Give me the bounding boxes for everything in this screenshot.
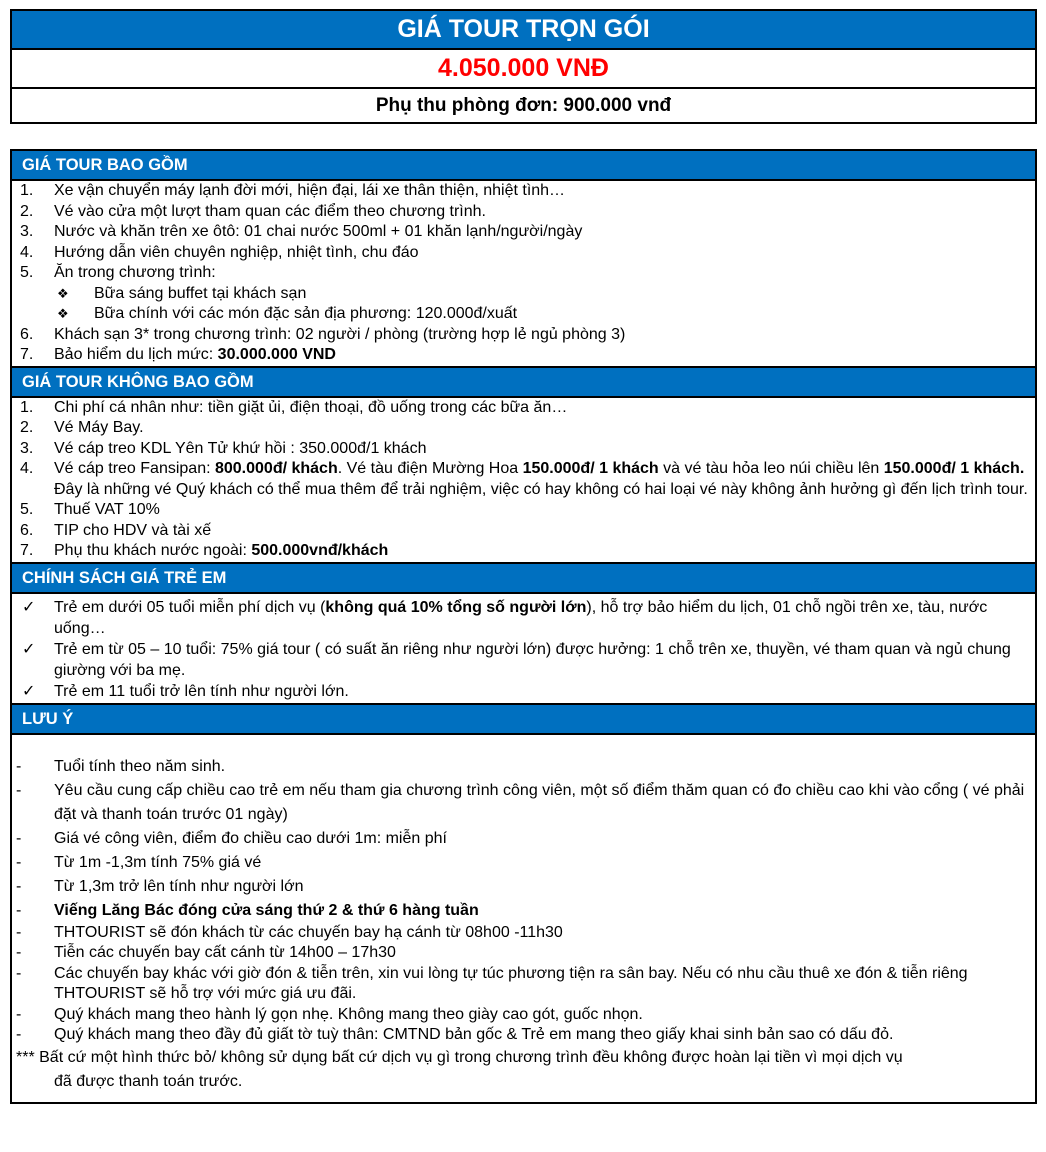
item-text-bold: Viếng Lăng Bác đóng cửa sáng thứ 2 & thứ 6 hàng tuần <box>54 901 479 919</box>
list-item <box>12 398 1035 419</box>
package-price-value: 4.050.000 VNĐ <box>12 50 1035 89</box>
dash-bullet: - <box>16 877 22 895</box>
list-item <box>12 899 1035 923</box>
item-text: Phụ thu khách nước ngoài: <box>54 542 252 559</box>
dash-bullet: - <box>16 1026 22 1043</box>
item-text: TIP cho HDV và tài xế <box>54 521 212 539</box>
item-text: . Vé tàu điện Mường Hoa <box>337 460 523 477</box>
list-item <box>12 639 1035 681</box>
item-number: 1. <box>20 398 34 416</box>
item-text: Vé vào cửa một lượt tham quan các điểm theo chương trình. <box>54 202 486 220</box>
list-item <box>12 263 1035 284</box>
item-text: Bảo hiểm du lịch mức: <box>54 346 218 363</box>
checkmark-icon: ✓ <box>22 682 36 700</box>
list-item <box>12 325 1035 346</box>
item-text: Các chuyến bay khác với giờ đón & tiễn trên, xin vui lòng tự túc phương tiện ra sân bay. Nếu có nhu cầu thuê xe đón & tiễn riêng THTOURIST sẽ hỗ trợ với mức giá ưu đãi. <box>54 964 968 1002</box>
item-number: 5. <box>20 501 34 518</box>
item-text: Quý khách mang theo hành lý gọn nhẹ. Không mang theo giày cao gót, guốc nhọn. <box>54 1005 643 1023</box>
refund-footnote <box>12 1046 1035 1094</box>
price-box <box>10 9 1037 124</box>
insurance-amount: 30.000.000 VND <box>217 346 336 363</box>
list-item <box>12 755 1035 779</box>
list-item <box>12 541 1035 562</box>
footnote-continuation: đã được thanh toán trước. <box>54 1072 243 1090</box>
list-item <box>12 181 1035 202</box>
list-item <box>12 243 1035 264</box>
list-item <box>12 459 1035 500</box>
list-item <box>12 827 1035 851</box>
dash-bullet: - <box>16 923 22 941</box>
item-number: 7. <box>20 346 34 363</box>
children-policy-list <box>12 594 1035 705</box>
list-subitem <box>12 304 1035 325</box>
list-item <box>12 851 1035 875</box>
dash-bullet: - <box>16 901 22 919</box>
list-item <box>12 964 1035 1005</box>
list-item <box>12 521 1035 542</box>
item-text: Vé cáp treo Fansipan: <box>54 460 215 477</box>
item-number: 3. <box>20 439 34 457</box>
checkmark-icon: ✓ <box>22 598 36 616</box>
included-heading: GIÁ TOUR BAO GỒM <box>12 151 1035 181</box>
list-item <box>12 875 1035 899</box>
item-text: Quý khách mang theo đầy đủ giất tờ tuỳ thân: CMTND bản gốc & Trẻ em mang theo giấy khai sinh bản sao có dấu đỏ. <box>54 1026 894 1043</box>
muong-hoa-price: 150.000đ/ 1 khách <box>522 460 659 477</box>
list-item <box>12 500 1035 521</box>
list-item <box>12 418 1035 439</box>
list-item <box>12 202 1035 223</box>
item-text: THTOURIST sẽ đón khách từ các chuyến bay hạ cánh từ 08h00 -11h30 <box>54 923 563 941</box>
included-list <box>12 181 1035 368</box>
item-text: ), hỗ trợ bảo hiểm du lịch, 01 chỗ ngồi trên xe, tàu, nước uống… <box>54 598 988 637</box>
item-number: 1. <box>20 182 34 199</box>
item-number: 2. <box>20 202 34 220</box>
children-policy-heading: CHÍNH SÁCH GIÁ TRẺ EM <box>12 564 1035 594</box>
dash-bullet: - <box>16 757 22 775</box>
list-item <box>12 222 1035 243</box>
list-item <box>12 681 1035 702</box>
tour-info-box <box>10 149 1037 1104</box>
item-text: Xe vận chuyển máy lạnh đời mới, hiện đại, lái xe thân thiện, nhiệt tình… <box>54 182 566 199</box>
dash-bullet: - <box>16 1005 22 1023</box>
item-text: Thuế VAT 10% <box>54 501 160 518</box>
excluded-list <box>12 398 1035 564</box>
list-item <box>12 1005 1035 1026</box>
footnote-text: *** Bất cứ một hình thức bỏ/ không sử dụng bất cứ dịch vụ gì trong chương trình đều không được hoàn lại tiền vì mọi dịch vụ <box>16 1048 903 1066</box>
dash-bullet: - <box>16 853 22 871</box>
item-text: Đây là những vé Quý khách có thể mua thêm để trải nghiệm, việc có hay không có hai loại vé này không ảnh hưởng gì đến lịch trình tour. <box>54 480 1028 498</box>
item-number: 6. <box>20 325 34 343</box>
dash-bullet: - <box>16 781 22 799</box>
list-item <box>12 597 1035 639</box>
item-number: 5. <box>20 264 34 281</box>
item-number: 4. <box>20 243 34 261</box>
item-text: và vé tàu hỏa leo núi chiều lên <box>658 460 884 477</box>
list-item <box>12 923 1035 944</box>
checkmark-icon: ✓ <box>22 640 36 658</box>
list-item <box>12 779 1035 827</box>
item-number: 6. <box>20 521 34 539</box>
list-item <box>12 1025 1035 1046</box>
diamond-bullet-icon: ❖ <box>57 285 69 301</box>
list-item <box>12 345 1035 366</box>
item-text-bold: không quá 10% tổng số người lớn <box>325 598 587 616</box>
diamond-bullet-icon: ❖ <box>57 306 69 321</box>
item-text: Bữa sáng buffet tại khách sạn <box>94 284 307 302</box>
item-text: Từ 1m -1,3m tính 75% giá vé <box>54 853 262 871</box>
list-item <box>12 439 1035 460</box>
item-text: Tiễn các chuyến bay cất cánh từ 14h00 – 17h30 <box>54 944 396 961</box>
list-item <box>12 943 1035 964</box>
item-text: Chi phí cá nhân như: tiền giặt ủi, điện thoại, đồ uống trong các bữa ăn… <box>54 398 568 416</box>
item-text: Nước và khăn trên xe ôtô: 01 chai nước 500ml + 01 khăn lạnh/người/ngày <box>54 223 583 240</box>
item-text: Trẻ em 11 tuổi trở lên tính như người lớn. <box>54 682 349 700</box>
item-number: 2. <box>20 419 34 436</box>
item-text: Tuổi tính theo năm sinh. <box>54 757 226 775</box>
item-text: Ăn trong chương trình: <box>54 264 216 281</box>
dash-bullet: - <box>16 944 22 961</box>
single-room-surcharge: Phụ thu phòng đơn: 900.000 vnđ <box>375 95 672 116</box>
notes-list <box>12 735 1035 1102</box>
item-text: Giá vé công viên, điểm đo chiều cao dưới 1m: miễn phí <box>54 829 447 847</box>
excluded-heading: GIÁ TOUR KHÔNG BAO GỒM <box>12 368 1035 398</box>
item-text: Yêu cầu cung cấp chiều cao trẻ em nếu tham gia chương trình công viên, một số điểm thăm quan có đo chiều cao khi vào cổng ( vé phải đặt và thanh toán trước 01 ngày) <box>54 781 1025 823</box>
item-text: Bữa chính với các món đặc sản địa phương: 120.000đ/xuất <box>94 305 518 322</box>
item-text: Trẻ em dưới 05 tuổi miễn phí dịch vụ ( <box>54 598 326 616</box>
item-text: Vé Máy Bay. <box>54 419 144 436</box>
fansipan-price: 800.000đ/ khách <box>214 460 338 477</box>
dash-bullet: - <box>16 829 22 847</box>
item-text: Khách sạn 3* trong chương trình: 02 người / phòng (trường hợp lẻ ngủ phòng 3) <box>54 325 626 343</box>
item-text: Vé cáp treo KDL Yên Tử khứ hồi : 350.000đ/1 khách <box>54 439 427 457</box>
item-text: Từ 1,3m trở lên tính như người lớn <box>54 877 304 895</box>
item-number: 7. <box>20 542 34 559</box>
foreigner-surcharge: 500.000vnđ/khách <box>251 542 389 559</box>
item-text: Trẻ em từ 05 – 10 tuổi: 75% giá tour ( có suất ăn riêng như người lớn) được hưởng: 1 chỗ trên xe, thuyền, vé tham quan và ngủ chung giường với ba mẹ. <box>54 640 1011 679</box>
dash-bullet: - <box>16 964 22 982</box>
package-price-title: GIÁ TOUR TRỌN GÓI <box>12 11 1035 50</box>
list-subitem <box>12 284 1035 305</box>
mountain-train-price: 150.000đ/ 1 khách. <box>883 460 1025 477</box>
item-number: 4. <box>20 460 34 477</box>
item-number: 3. <box>20 223 34 240</box>
notes-heading: LƯU Ý <box>12 705 1035 735</box>
item-text: Hướng dẫn viên chuyên nghiệp, nhiệt tình, chu đáo <box>54 243 419 261</box>
